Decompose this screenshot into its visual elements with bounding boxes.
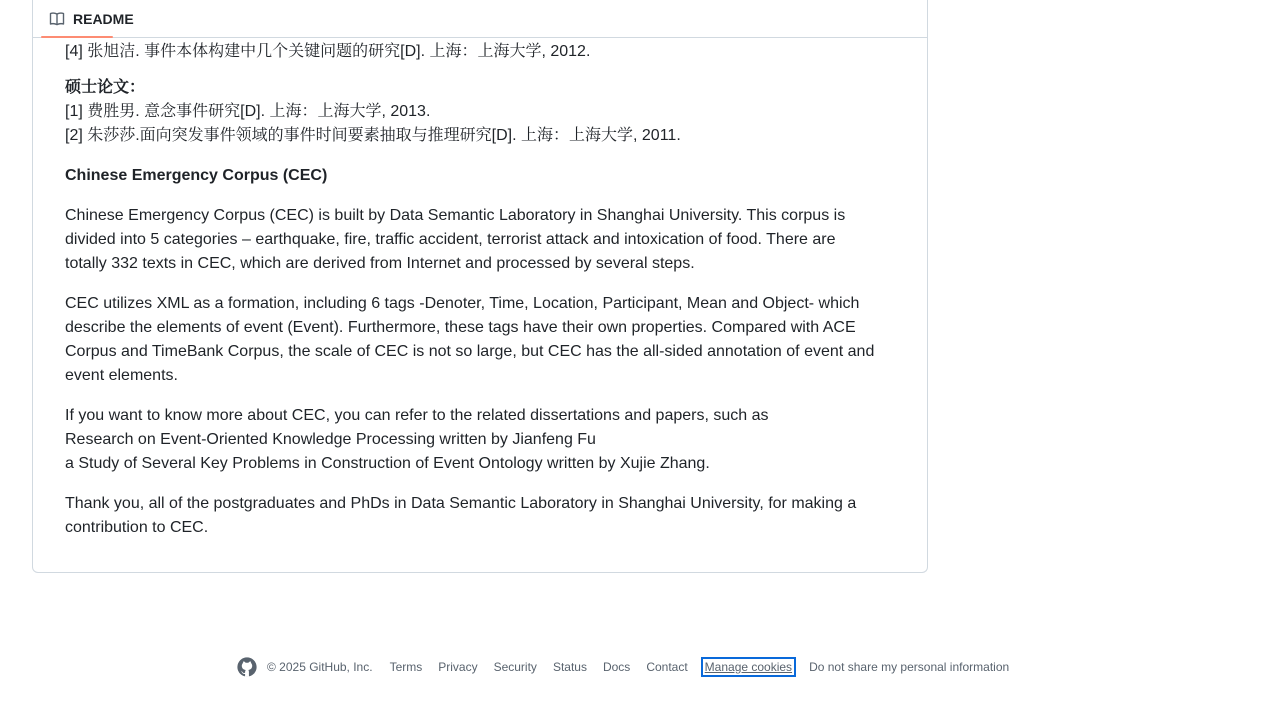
paragraph-line: Thank you, all of the postgraduates and PhDs in Data Semantic Laboratory in Shanghai University, for making a [65, 495, 857, 512]
paragraph-line: If you want to know more about CEC, you can refer to the related dissertations and papers, such as [65, 407, 769, 424]
footer-link-status[interactable]: Status [552, 660, 587, 674]
readme-tab[interactable] [41, 0, 142, 37]
footer-link-docs[interactable]: Docs [602, 660, 631, 674]
thesis-reference-1: [1] 费胜男. 意念事件研究[D]. 上海：上海大学, 2013. [65, 103, 431, 120]
footer-link-do-not-share[interactable]: Do not share my personal information [809, 660, 1010, 674]
site-footer [236, 655, 1025, 679]
thesis-reference-2: [2] 朱莎莎.面向突发事件领域的事件时间要素抽取与推理研究[D]. 上海：上海大学, 2011. [65, 127, 681, 144]
thesis-heading: 硕士论文： [65, 79, 146, 96]
paragraph-line: event elements. [65, 367, 178, 384]
paragraph-line: totally 332 texts in CEC, which are derived from Internet and processed by several steps. [65, 255, 695, 272]
paragraph-line: Research on Event-Oriented Knowledge Processing written by Jianfeng Fu [65, 431, 596, 448]
readme-header [33, 0, 927, 38]
github-mark-icon[interactable] [236, 656, 258, 678]
readme-container [32, 0, 928, 573]
footer-copyright: © 2025 GitHub, Inc. [267, 660, 373, 674]
paragraph-line: contribution to CEC. [65, 519, 209, 536]
paragraph-line: divided into 5 categories – earthquake, fire, traffic accident, terrorist attack and intoxication of food. There are [65, 231, 836, 248]
paragraph-line: describe the elements of event (Event). Furthermore, these tags have their own properties. Compared with ACE [65, 319, 856, 336]
footer-link-security[interactable]: Security [493, 660, 537, 674]
section-heading: Chinese Emergency Corpus (CEC) [65, 167, 328, 184]
paragraph-line: Chinese Emergency Corpus (CEC) is built by Data Semantic Laboratory in Shanghai University. This corpus is [65, 207, 846, 224]
footer-link-privacy[interactable]: Privacy [438, 660, 478, 674]
footer-link-terms[interactable]: Terms [389, 660, 423, 674]
paragraph-line: Corpus and TimeBank Corpus, the scale of CEC is not so large, but CEC has the all-sided annotation of event and [65, 343, 875, 360]
paragraph-line: a Study of Several Key Problems in Construction of Event Ontology written by Xujie Zhang. [65, 455, 710, 472]
footer-link-contact[interactable]: Contact [646, 660, 688, 674]
active-tab-indicator [41, 36, 113, 38]
paragraph-line: CEC utilizes XML as a formation, including 6 tags -Denoter, Time, Location, Participant, Mean and Object- which [65, 295, 860, 312]
book-icon [49, 11, 65, 27]
reference-line: [4] 张旭洁. 事件本体构建中几个关键问题的研究[D]. 上海：上海大学, 2012. [65, 43, 591, 60]
readme-tab-label: README [73, 10, 134, 27]
footer-link-manage-cookies[interactable]: Manage cookies [704, 660, 793, 674]
